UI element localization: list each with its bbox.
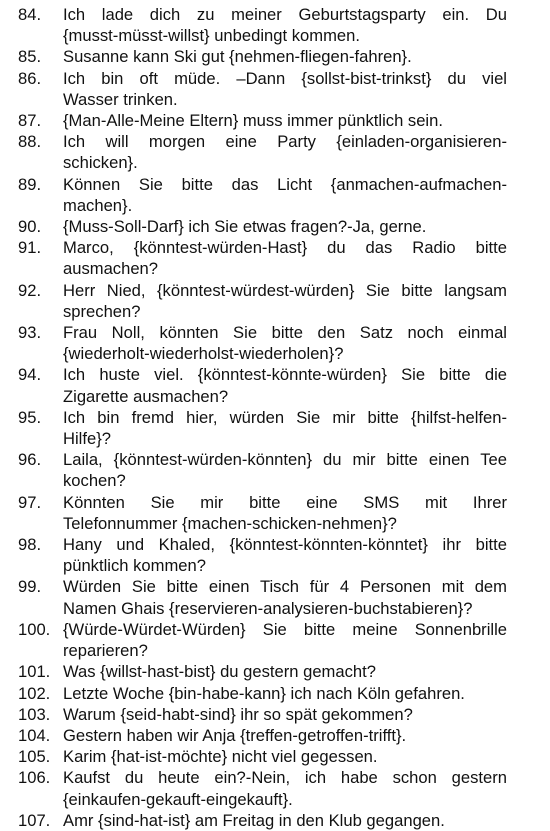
exercise-number: 98. [18, 535, 42, 555]
exercise-list [0, 4, 550, 831]
exercise-item [0, 322, 550, 364]
exercise-item [0, 810, 550, 831]
exercise-text: Gestern haben wir Anja {treffen-getroffen-trifft}. [63, 725, 407, 745]
exercise-text: Hany und Khaled, {könntest-könnten-könntet} ihr bitte [63, 535, 507, 555]
exercise-text: Ich will morgen eine Party {einladen-organisieren- [63, 132, 507, 152]
exercise-item [0, 174, 550, 216]
exercise-item [0, 683, 550, 704]
exercise-text: reparieren? [63, 641, 148, 661]
exercise-text: schicken}. [63, 153, 138, 173]
exercise-number: 89. [18, 174, 42, 194]
exercise-text: Was {willst-hast-bist} du gestern gemacht? [63, 662, 376, 682]
exercise-number: 93. [18, 323, 42, 343]
exercise-text: ausmachen? [63, 259, 159, 279]
exercise-text: Kaufst du heute ein?-Nein, ich habe schon gestern [63, 768, 507, 788]
exercise-text: sprechen? [63, 301, 141, 321]
exercise-item [0, 4, 550, 46]
exercise-item [0, 619, 550, 661]
exercise-text: Namen Ghais {reservieren-analysieren-buchstabieren}? [63, 598, 473, 618]
exercise-item [0, 576, 550, 618]
exercise-number: 95. [18, 407, 42, 427]
exercise-item [0, 407, 550, 449]
exercise-text: Karim {hat-ist-möchte} nicht viel gegessen. [63, 747, 378, 767]
exercise-item [0, 767, 550, 809]
exercise-text: Könnten Sie mir bitte eine SMS mit Ihrer [63, 492, 507, 512]
exercise-number: 99. [18, 577, 42, 597]
exercise-number: 102. [18, 683, 51, 703]
exercise-text: Susanne kann Ski gut {nehmen-fliegen-fahren}. [63, 47, 412, 67]
exercise-text: Zigarette ausmachen? [63, 386, 229, 406]
exercise-text: {wiederholt-wiederholst-wiederholen}? [63, 344, 344, 364]
exercise-text: Herr Nied, {könntest-würdest-würden} Sie bitte langsam [63, 280, 507, 300]
exercise-text: {Würde-Würdet-Würden} Sie bitte meine Sonnenbrille [63, 619, 507, 639]
exercise-item [0, 492, 550, 534]
exercise-text: Telefonnummer {machen-schicken-nehmen}? [63, 513, 397, 533]
exercise-number: 87. [18, 111, 42, 131]
exercise-text: Frau Noll, könnten Sie bitte den Satz noch einmal [63, 323, 507, 343]
exercise-text: Können Sie bitte das Licht {anmachen-aufmachen- [63, 174, 507, 194]
exercise-item [0, 110, 550, 131]
exercise-item [0, 237, 550, 279]
exercise-text: pünktlich kommen? [63, 556, 206, 576]
exercise-item [0, 216, 550, 237]
exercise-text: {musst-müsst-willst} unbedingt kommen. [63, 26, 360, 46]
exercise-number: 97. [18, 492, 42, 512]
exercise-number: 86. [18, 68, 42, 88]
exercise-number: 107. [18, 810, 51, 830]
exercise-item [0, 704, 550, 725]
exercise-item [0, 725, 550, 746]
exercise-item [0, 534, 550, 576]
exercise-text: Ich huste viel. {könntest-könnte-würden} Sie bitte die [63, 365, 507, 385]
exercise-item [0, 449, 550, 491]
exercise-item [0, 131, 550, 173]
exercise-number: 92. [18, 280, 42, 300]
exercise-text: Warum {seid-habt-sind} ihr so spät gekommen? [63, 704, 413, 724]
exercise-item [0, 68, 550, 110]
exercise-number: 90. [18, 217, 42, 237]
exercise-number: 103. [18, 704, 51, 724]
exercise-text: Ich bin oft müde. –Dann {sollst-bist-trinkst} du viel [63, 68, 507, 88]
exercise-number: 106. [18, 768, 51, 788]
exercise-text: Ich lade dich zu meiner Geburtstagsparty ein. Du [63, 5, 507, 24]
exercise-text: {Muss-Soll-Darf} ich Sie etwas fragen?-Ja, gerne. [63, 217, 427, 237]
exercise-number: 84. [18, 5, 42, 24]
exercise-text: kochen? [63, 471, 126, 491]
exercise-text: {Man-Alle-Meine Eltern} muss immer pünktlich sein. [63, 111, 443, 131]
exercise-text: Hilfe}? [63, 429, 111, 449]
exercise-item [0, 364, 550, 406]
exercise-text: Letzte Woche {bin-habe-kann} ich nach Köln gefahren. [63, 683, 465, 703]
exercise-text: Amr {sind-hat-ist} am Freitag in den Klub gegangen. [63, 810, 445, 830]
exercise-text: Würden Sie bitte einen Tisch für 4 Personen mit dem [63, 577, 507, 597]
exercise-number: 105. [18, 747, 51, 767]
exercise-number: 91. [18, 238, 42, 258]
exercise-item [0, 661, 550, 682]
exercise-text: Ich bin fremd hier, würden Sie mir bitte {hilfst-helfen- [63, 407, 507, 427]
exercise-number: 100. [18, 619, 51, 639]
exercise-number: 96. [18, 450, 42, 470]
exercise-text: Wasser trinken. [63, 89, 178, 109]
exercise-text: Marco, {könntest-würden-Hast} du das Radio bitte [63, 238, 507, 258]
exercise-number: 101. [18, 662, 51, 682]
exercise-number: 94. [18, 365, 42, 385]
exercise-item [0, 280, 550, 322]
exercise-number: 85. [18, 47, 42, 67]
exercise-item [0, 46, 550, 67]
exercise-number: 88. [18, 132, 42, 152]
exercise-text: Laila, {könntest-würden-könnten} du mir bitte einen Tee [63, 450, 507, 470]
exercise-text: machen}. [63, 195, 133, 215]
exercise-item [0, 746, 550, 767]
exercise-number: 104. [18, 725, 51, 745]
exercise-text: {einkaufen-gekauft-eingekauft}. [63, 789, 293, 809]
